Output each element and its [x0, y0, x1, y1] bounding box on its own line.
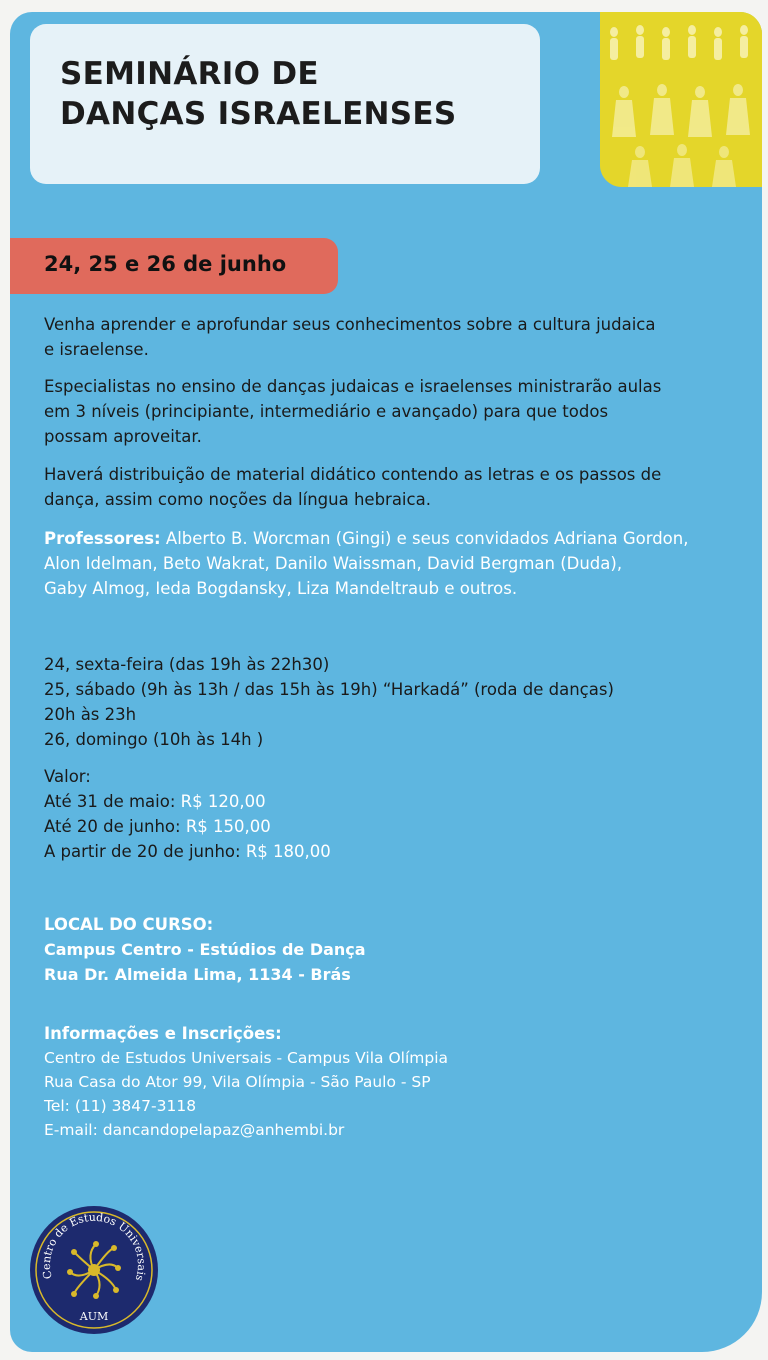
info-line-1: Centro de Estudos Universais - Campus Vila Olímpia — [44, 1049, 448, 1067]
info-block — [44, 1022, 448, 1142]
schedule-item: 25, sábado (9h às 13h / das 15h às 19h) “Harkadá” (roda de danças) — [44, 680, 614, 699]
location-heading: LOCAL DO CURSO: — [44, 915, 214, 934]
location-block — [44, 912, 366, 987]
dancers-illustration-icon — [600, 12, 762, 187]
price-value: R$ 150,00 — [185, 817, 271, 836]
schedule-item: 20h às 23h — [44, 705, 137, 724]
logo-ring-text: Centro de Estudos Universais — [39, 1210, 149, 1283]
dancers-photo — [600, 12, 762, 187]
specialists-paragraph — [44, 374, 661, 449]
professors-line-1: Alberto B. Worcman (Gingi) e seus convidados Adriana Gordon, — [165, 529, 689, 548]
price-period: Até 31 de maio: — [44, 792, 176, 811]
event-dates: 24, 25 e 26 de junho — [44, 252, 287, 276]
specialists-line-1: Especialistas no ensino de danças judaicas e israelenses ministrarão aulas — [44, 377, 662, 396]
professors-paragraph — [44, 526, 688, 601]
pricing-list — [44, 764, 331, 864]
schedule-list — [44, 652, 614, 752]
price-row — [44, 839, 331, 864]
price-row — [44, 789, 331, 814]
title-box — [30, 24, 540, 184]
ceu-logo-icon — [28, 1204, 160, 1336]
intro-line-1: Venha aprender e aprofundar seus conhecimentos sobre a cultura judaica — [44, 315, 656, 334]
schedule-item: 26, domingo (10h às 14h ) — [44, 730, 264, 749]
professors-line-3: Gaby Almog, Ieda Bogdansky, Liza Mandeltraub e outros. — [44, 579, 518, 598]
material-line-1: Haverá distribuição de material didático contendo as letras e os passos de — [44, 465, 662, 484]
pricing-label: Valor: — [44, 767, 91, 786]
intro-line-2: e israelense. — [44, 340, 149, 359]
specialists-line-3: possam aproveitar. — [44, 427, 202, 446]
professors-line-2: Alon Idelman, Beto Wakrat, Danilo Waissman, David Bergman (Duda), — [44, 554, 623, 573]
logo-aum-text: AUM — [79, 1310, 109, 1323]
price-row — [44, 814, 331, 839]
specialists-line-2: em 3 níveis (principiante, intermediário e avançado) para que todos — [44, 402, 609, 421]
info-phone: Tel: (11) 3847-3118 — [44, 1097, 197, 1115]
info-line-2: Rua Casa do Ator 99, Vila Olímpia - São Paulo - SP — [44, 1073, 431, 1091]
location-line-1: Campus Centro - Estúdios de Dança — [44, 940, 366, 959]
flyer-card — [10, 12, 762, 1352]
title-line-2: DANÇAS ISRAELENSES — [60, 96, 457, 133]
price-period: A partir de 20 de junho: — [44, 842, 241, 861]
location-line-2: Rua Dr. Almeida Lima, 1134 - Brás — [44, 965, 351, 984]
page-title — [60, 54, 457, 135]
info-email: E-mail: dancandopelapaz@anhembi.br — [44, 1121, 345, 1139]
date-banner — [10, 238, 338, 294]
title-line-1: SEMINÁRIO DE — [60, 56, 319, 92]
material-line-2: dança, assim como noções da língua hebraica. — [44, 490, 431, 509]
intro-paragraph — [44, 312, 655, 362]
price-value: R$ 180,00 — [245, 842, 331, 861]
professors-label: Professores: — [44, 529, 161, 548]
price-period: Até 20 de junho: — [44, 817, 181, 836]
info-heading: Informações e Inscrições: — [44, 1024, 282, 1043]
schedule-item: 24, sexta-feira (das 19h às 22h30) — [44, 655, 330, 674]
price-value: R$ 120,00 — [180, 792, 266, 811]
material-paragraph — [44, 462, 661, 512]
